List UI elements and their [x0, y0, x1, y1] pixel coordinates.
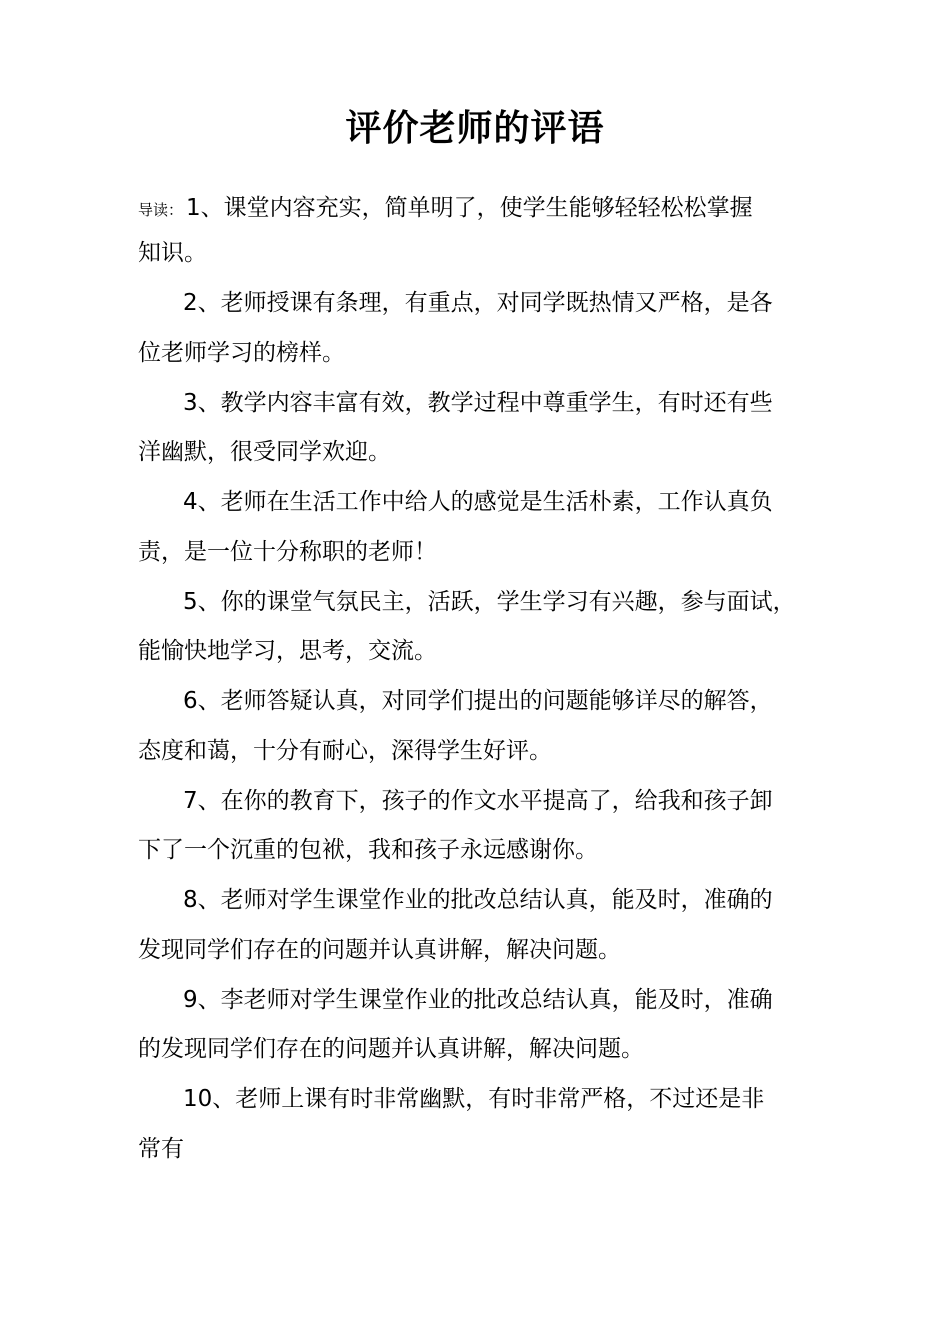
paragraph-line: 知识。 — [138, 240, 207, 266]
paragraph-line: 5、你的课堂气氛民主，活跃，学生学习有兴趣，参与面试， — [183, 589, 796, 615]
paragraph-line: 7、在你的教育下，孩子的作文水平提高了，给我和孩子卸 — [183, 788, 773, 814]
paragraph-line: 态度和蔼，十分有耐心，深得学生好评。 — [138, 738, 552, 764]
paragraph-line: 8、老师对学生课堂作业的批改总结认真，能及时，准确的 — [183, 887, 773, 913]
paragraph-line: 位老师学习的榜样。 — [138, 340, 345, 366]
paragraph-line: 发现同学们存在的问题并认真讲解，解决问题。 — [138, 937, 621, 963]
paragraph-line: 6、老师答疑认真，对同学们提出的问题能够详尽的解答， — [183, 688, 773, 714]
document-title: 评价老师的评语 — [345, 108, 605, 149]
paragraph-line: 能愉快地学习，思考，交流。 — [138, 638, 437, 664]
paragraph-line: 的发现同学们存在的问题并认真讲解，解决问题。 — [138, 1036, 644, 1062]
paragraph-line — [138, 193, 753, 225]
paragraph-line: 洋幽默，很受同学欢迎。 — [138, 439, 391, 465]
paragraph-line: 下了一个沉重的包袱，我和孩子永远感谢你。 — [138, 837, 598, 863]
paragraph-line: 责，是一位十分称职的老师！ — [138, 539, 437, 565]
lead-label: 导读： — [138, 201, 184, 219]
paragraph-line: 4、老师在生活工作中给人的感觉是生活朴素，工作认真负 — [183, 489, 773, 515]
paragraph-line: 常有 — [138, 1136, 184, 1162]
paragraph-line: 3、教学内容丰富有效，教学过程中尊重学生，有时还有些 — [183, 390, 773, 416]
paragraph-line: 10、老师上课有时非常幽默，有时非常严格，不过还是非 — [183, 1086, 765, 1112]
paragraph-line: 2、老师授课有条理，有重点，对同学既热情又严格，是各 — [183, 290, 773, 316]
paragraph-text: 1、课堂内容充实，简单明了，使学生能够轻轻松松掌握 — [186, 195, 753, 221]
paragraph-line: 9、李老师对学生课堂作业的批改总结认真，能及时，准确 — [183, 987, 773, 1013]
